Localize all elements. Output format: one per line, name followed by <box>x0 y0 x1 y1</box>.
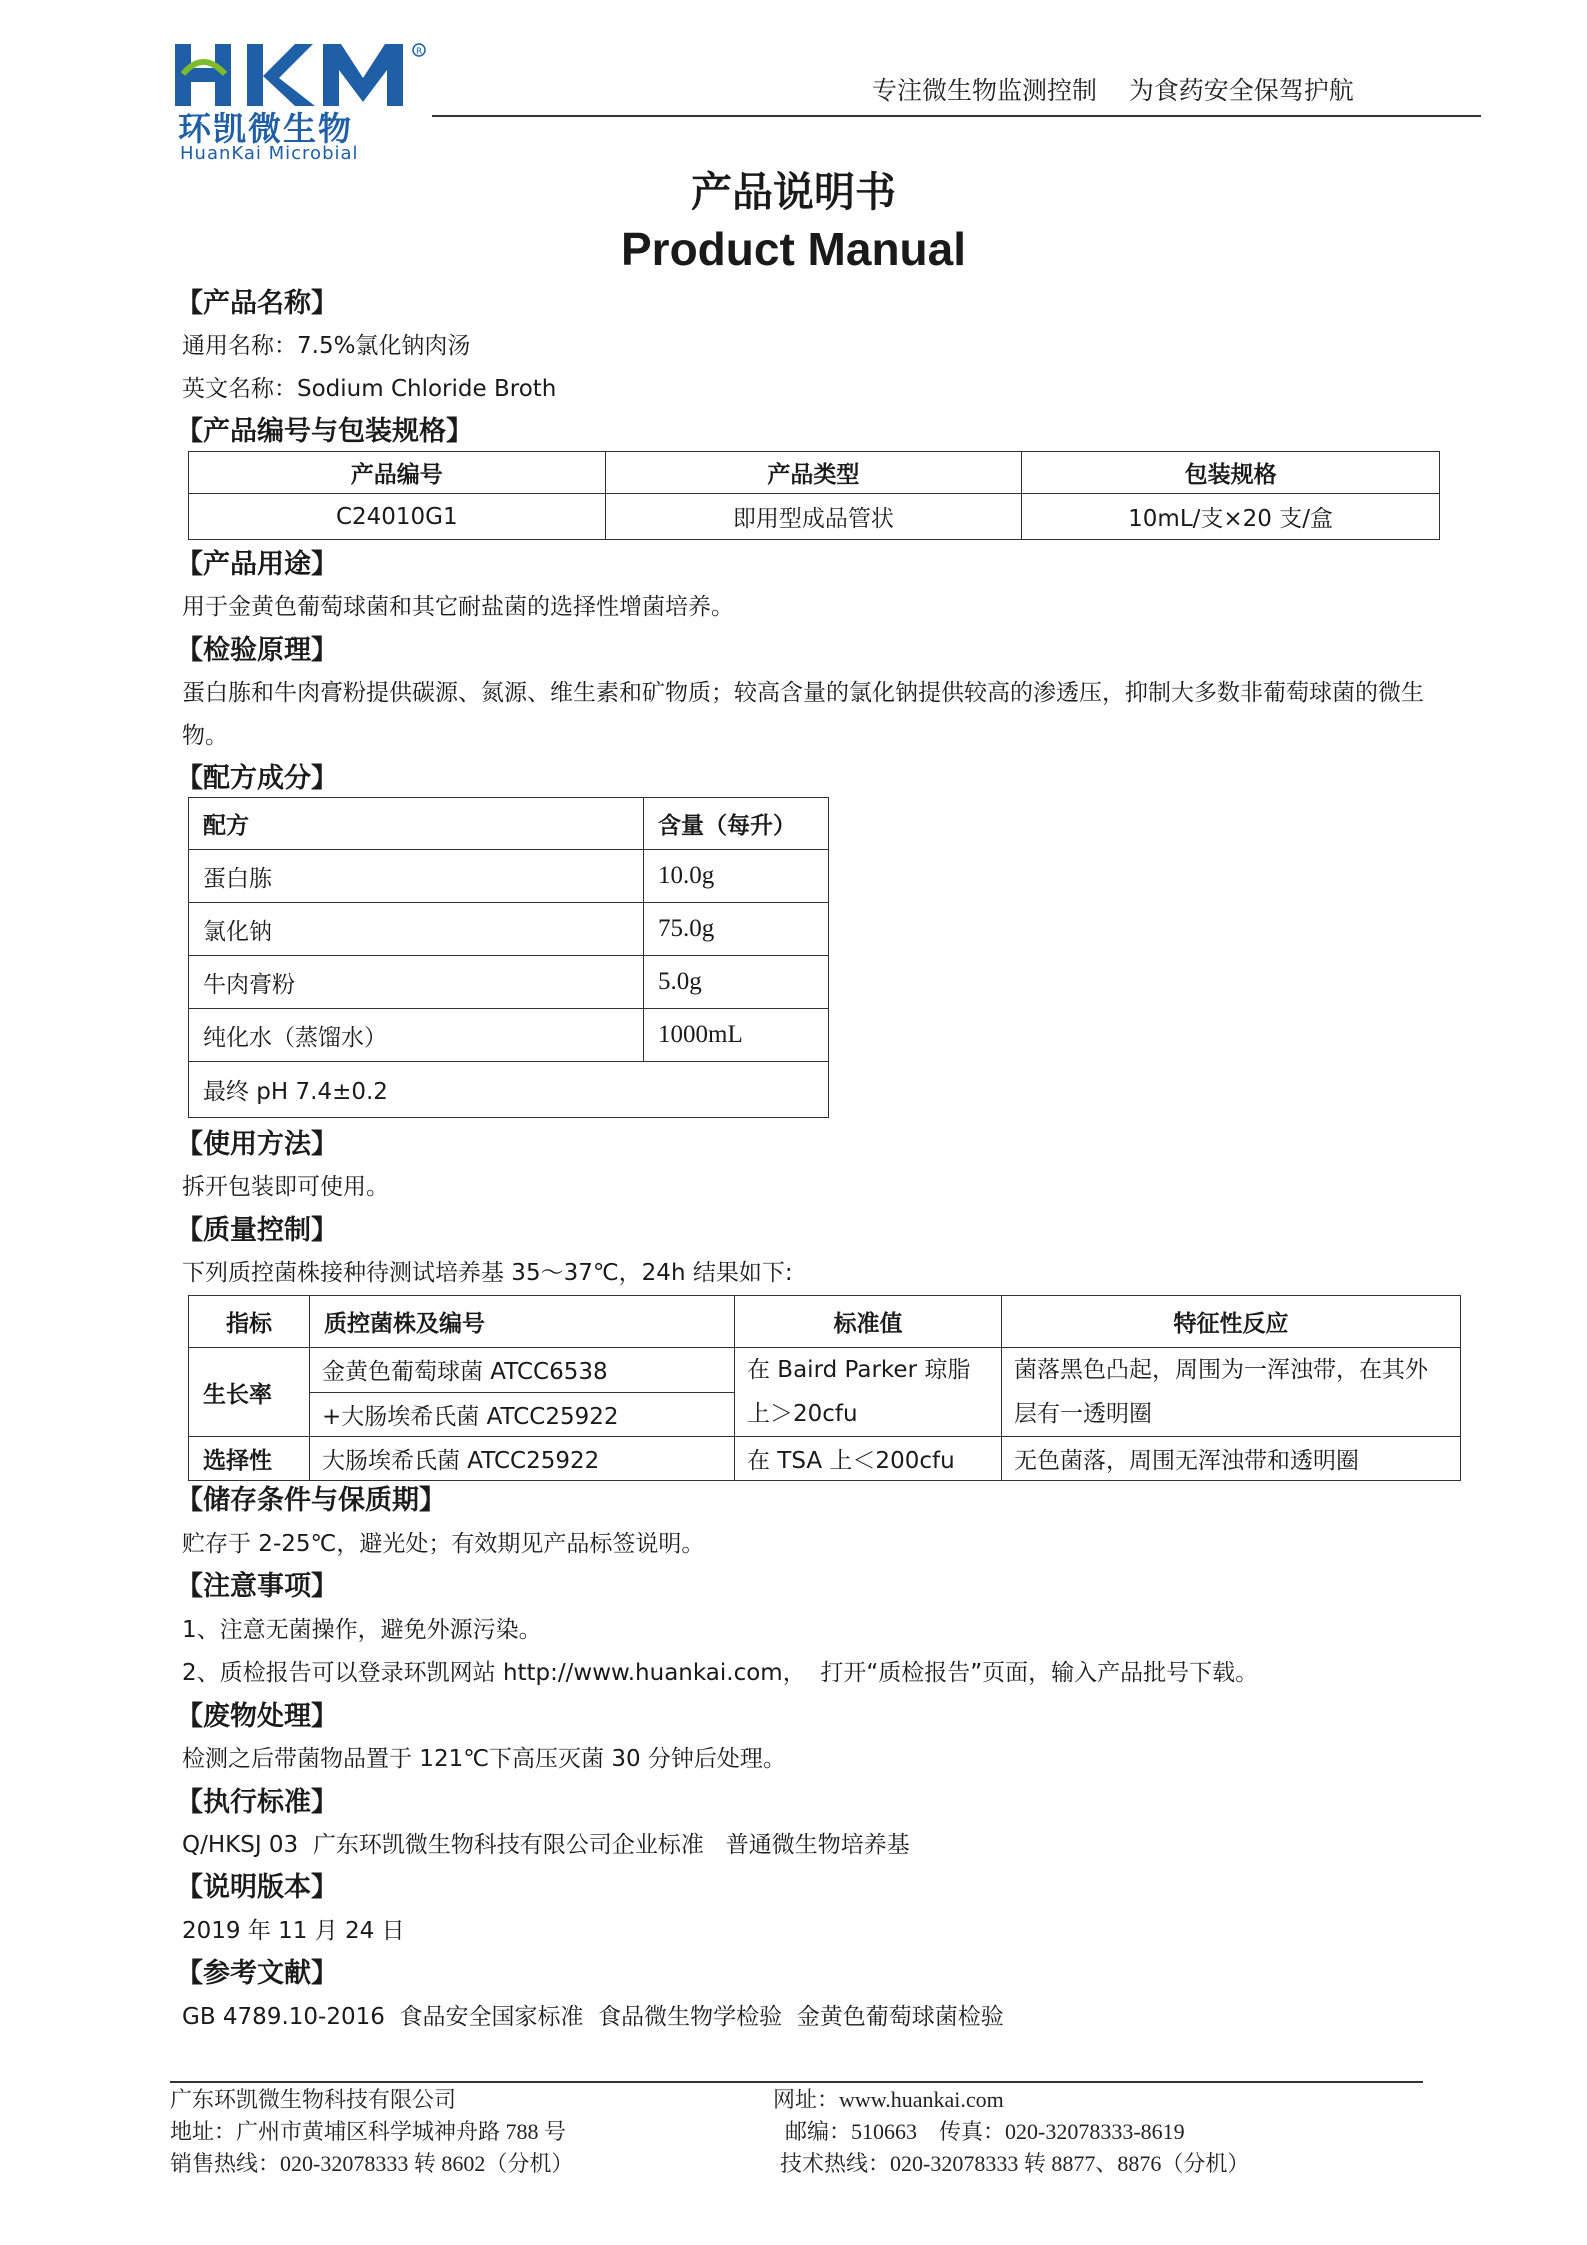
table-header: 包装规格 <box>1022 452 1440 494</box>
product-type: 即用型成品管状 <box>605 494 1022 540</box>
section-heading-storage: 【储存条件与保质期】 <box>176 1485 446 1516</box>
qc-growth-label: 生长率 <box>189 1348 310 1437</box>
method-text: 拆开包装即可使用。 <box>182 1174 389 1200</box>
svg-text:R: R <box>416 47 423 57</box>
table-row <box>189 956 829 1009</box>
hkm-logo <box>173 40 433 120</box>
footer-sales: 销售热线：020-32078333 转 8602（分机） <box>170 2151 574 2176</box>
section-heading-notes: 【注意事项】 <box>176 1571 338 1602</box>
table-row <box>189 903 829 956</box>
qc-growth-strain: +大肠埃希氏菌 ATCC25922 <box>310 1392 735 1437</box>
section-heading-standard: 【执行标准】 <box>176 1787 338 1818</box>
section-heading-name: 【产品名称】 <box>176 288 338 319</box>
ingredient-name: 蛋白胨 <box>189 850 644 903</box>
table-header: 产品类型 <box>605 452 1022 494</box>
formula-table <box>188 797 829 1118</box>
note-item-2: 2、质检报告可以登录环凯网站 http://www.huankai.com， 打开“质检报告”页面，输入产品批号下载。 <box>182 1660 1259 1686</box>
header-divider <box>432 115 1481 117</box>
qc-table <box>188 1295 1461 1481</box>
ingredient-name: 纯化水（蒸馏水） <box>189 1009 644 1062</box>
page-title-en: Product Manual <box>620 223 967 275</box>
qc-intro: 下列质控菌株接种待测试培养基 35～37℃，24h 结果如下: <box>182 1260 793 1286</box>
qc-growth-reaction-line2: 层有一透明圈 <box>1014 1401 1152 1427</box>
qc-selectivity-reaction: 无色菌落，周围无浑浊带和透明圈 <box>1002 1437 1461 1481</box>
packaging-table <box>188 451 1440 540</box>
final-ph: 最终 pH 7.4±0.2 <box>189 1062 829 1118</box>
ingredient-amount: 75.0g <box>644 903 829 956</box>
waste-text: 检测之后带菌物品置于 121℃下高压灭菌 30 分钟后处理。 <box>182 1746 786 1772</box>
section-heading-waste: 【废物处理】 <box>176 1701 338 1732</box>
section-heading-reference: 【参考文献】 <box>176 1958 338 1989</box>
package-spec: 10mL/支×20 支/盒 <box>1022 494 1440 540</box>
qc-selectivity-standard: 在 TSA 上＜200cfu <box>735 1437 1002 1481</box>
footer-website: 网址：www.huankai.com <box>773 2087 1004 2112</box>
version-text: 2019 年 11 月 24 日 <box>182 1918 405 1944</box>
ingredient-name: 氯化钠 <box>189 903 644 956</box>
section-heading-packaging: 【产品编号与包装规格】 <box>176 416 473 447</box>
table-header: 质控菌株及编号 <box>310 1296 735 1348</box>
product-code: C24010G1 <box>189 494 606 540</box>
table-header: 指标 <box>189 1296 310 1348</box>
logo-chinese-name: 环凯微生物 <box>178 109 353 148</box>
table-header: 含量（每升） <box>644 798 829 850</box>
principle-text-line2: 物。 <box>182 723 228 749</box>
footer-postcode-fax: 邮编：510663 传真：020-32078333-8619 <box>785 2119 1185 2144</box>
footer-address: 地址：广州市黄埔区科学城神舟路 788 号 <box>170 2119 567 2144</box>
usage-text: 用于金黄色葡萄球菌和其它耐盐菌的选择性增菌培养。 <box>182 594 734 620</box>
reference-text: GB 4789.10-2016 食品安全国家标准 食品微生物学检验 金黄色葡萄球菌检验 <box>182 2004 1004 2030</box>
section-heading-version: 【说明版本】 <box>176 1872 338 1903</box>
english-name: 英文名称：Sodium Chloride Broth <box>182 376 557 402</box>
table-header: 产品编号 <box>189 452 606 494</box>
footer-tech-hotline: 技术热线：020-32078333 转 8877、8876（分机） <box>780 2151 1250 2176</box>
section-heading-qc: 【质量控制】 <box>176 1215 338 1246</box>
table-header: 特征性反应 <box>1002 1296 1461 1348</box>
ingredient-amount: 10.0g <box>644 850 829 903</box>
general-name: 通用名称：7.5%氯化钠肉汤 <box>182 333 471 359</box>
storage-text: 贮存于 2-25℃，避光处；有效期见产品标签说明。 <box>182 1531 705 1557</box>
principle-text-line1: 蛋白胨和牛肉膏粉提供碳源、氮源、维生素和矿物质；较高含量的氯化钠提供较高的渗透压，抑制大多数非葡萄球菌的微生 <box>182 680 1424 706</box>
qc-growth-standard <box>735 1348 1002 1437</box>
section-heading-principle: 【检验原理】 <box>176 635 338 666</box>
table-row <box>189 1009 829 1062</box>
ingredient-amount: 1000mL <box>644 1009 829 1062</box>
qc-selectivity-strain: 大肠埃希氏菌 ATCC25922 <box>310 1437 735 1481</box>
table-row <box>189 850 829 903</box>
section-heading-formula: 【配方成分】 <box>176 763 338 794</box>
qc-growth-reaction-line1: 菌落黑色凸起，周围为一浑浊带，在其外 <box>1014 1357 1428 1383</box>
table-row <box>189 1437 1461 1481</box>
ingredient-amount: 5.0g <box>644 956 829 1009</box>
qc-growth-strain: 金黄色葡萄球菌 ATCC6538 <box>310 1348 735 1393</box>
qc-growth-standard-line2: 上＞20cfu <box>747 1401 858 1427</box>
header-slogan: 专注微生物监测控制 为食药安全保驾护航 <box>872 76 1354 105</box>
footer-divider <box>170 2081 1423 2083</box>
logo-english-name: HuanKai Microbial <box>180 143 359 164</box>
qc-selectivity-label: 选择性 <box>189 1437 310 1481</box>
table-header: 配方 <box>189 798 644 850</box>
note-item-1: 1、注意无菌操作，避免外源污染。 <box>182 1617 542 1643</box>
standard-text: Q/HKSJ 03 广东环凯微生物科技有限公司企业标准 普通微生物培养基 <box>182 1832 910 1858</box>
ingredient-name: 牛肉膏粉 <box>189 956 644 1009</box>
section-heading-usage: 【产品用途】 <box>176 549 338 580</box>
table-row <box>189 1348 1461 1393</box>
page-title-cn: 产品说明书 <box>691 168 896 216</box>
table-header: 标准值 <box>735 1296 1002 1348</box>
qc-growth-reaction <box>1002 1348 1461 1437</box>
section-heading-method: 【使用方法】 <box>176 1129 338 1160</box>
qc-growth-standard-line1: 在 Baird Parker 琼脂 <box>747 1357 971 1383</box>
footer-company: 广东环凯微生物科技有限公司 <box>170 2087 457 2112</box>
